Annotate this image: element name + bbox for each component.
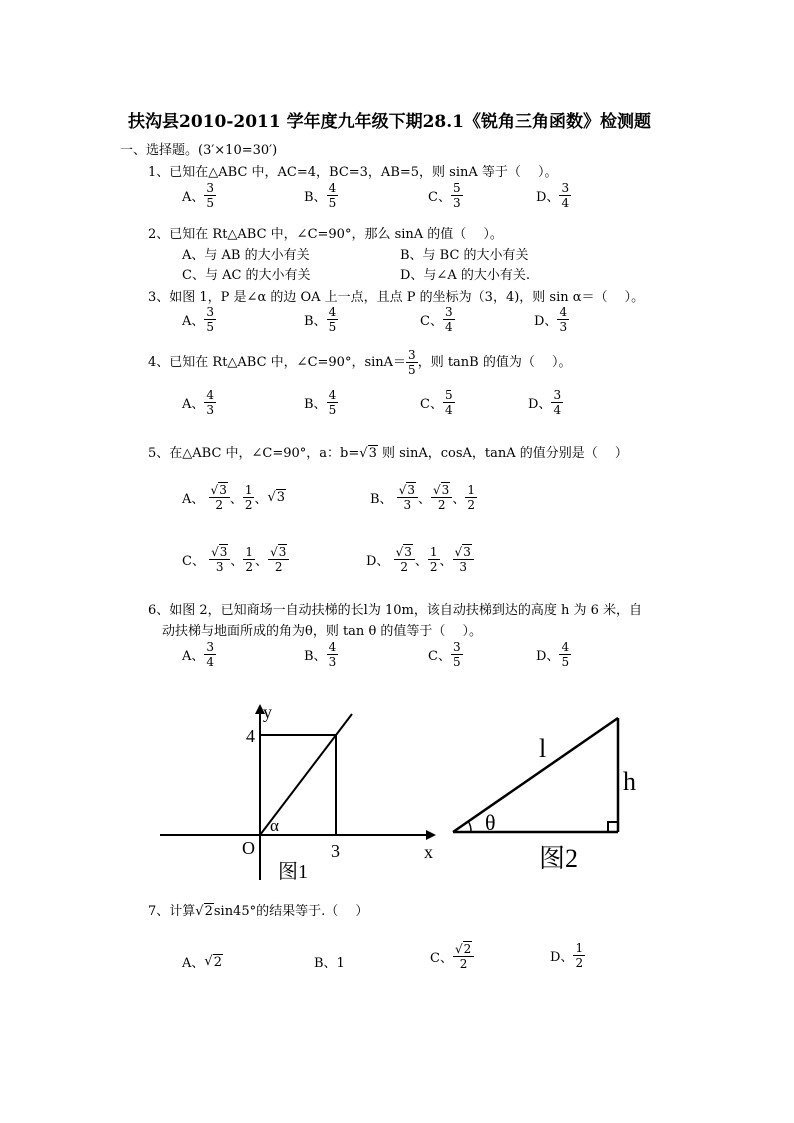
q1-option-a[interactable]: A、 $\frac{3}{5}$ bbox=[182, 181, 215, 210]
fig2-caption: 图2 bbox=[539, 844, 579, 873]
q1-option-b[interactable]: B、 $\frac{4}{5}$ bbox=[304, 181, 337, 210]
question-5: 5、在△ABC 中，∠C=90°，a：b=√3 则 sinA，cosA，tanA 的值分别是（ ） bbox=[148, 446, 628, 461]
q6-option-b[interactable]: B、 $\frac{4}{3}$ bbox=[304, 640, 337, 669]
fig2-h-label: h bbox=[623, 767, 636, 796]
q5-option-d[interactable]: D、 $\frac{√3}{2}$ 、 $\frac{1}{2}$ 、 $\frac{√3}{3}$ bbox=[366, 544, 474, 574]
question-6-line-1: 6、如图 2，已知商场一自动扶梯的长l为 10m，该自动扶梯到达的高度 h 为 6 米，自 bbox=[148, 603, 643, 618]
fig1-x-label: x bbox=[424, 842, 433, 862]
figure-1-coordinate-diagram bbox=[150, 700, 450, 890]
q5-option-c[interactable]: C、 $\frac{√3}{3}$ 、 $\frac{1}{2}$ 、 $\frac{√3}{2}$ bbox=[182, 544, 289, 574]
fig2-theta-label: θ bbox=[485, 810, 496, 835]
q5-option-a[interactable]: A、 $\frac{√3}{2}$ 、 $\frac{1}{2}$ 、√3 bbox=[182, 482, 286, 512]
fig1-caption: 图1 bbox=[278, 861, 308, 883]
q3-option-a[interactable]: A、 $\frac{3}{5}$ bbox=[182, 305, 215, 334]
question-7: 7、计算√2sin45°的结果等于.（ ） bbox=[148, 904, 369, 919]
q4-option-b[interactable]: B、 $\frac{4}{5}$ bbox=[304, 388, 337, 417]
fig2-l-label: l bbox=[539, 734, 547, 763]
q7-option-c[interactable]: C、 $\frac{√2}{2}$ bbox=[430, 941, 474, 971]
q6-option-c[interactable]: C、 $\frac{3}{5}$ bbox=[428, 640, 461, 669]
question-1: 1、已知在△ABC 中，AC=4，BC=3，AB=5，则 sinA 等于（ ）。 bbox=[148, 165, 558, 180]
question-6-line-2: 动扶梯与地面所成的角为θ，则 tan θ 的值等于（ ）。 bbox=[162, 624, 483, 639]
q5-option-b[interactable]: B、 $\frac{√3}{3}$ 、 $\frac{√3}{2}$ 、 $\frac{1}{2}$ bbox=[370, 482, 475, 512]
fig1-tick-3: 3 bbox=[331, 841, 340, 861]
q3-option-c[interactable]: C、 $\frac{3}{4}$ bbox=[420, 305, 453, 334]
fig1-alpha-label: α bbox=[270, 816, 279, 835]
q7-option-b[interactable]: B、1 bbox=[314, 956, 345, 971]
page-title: 扶沟县2010-2011 学年度九年级下期28.1《锐角三角函数》检测题 bbox=[128, 112, 652, 132]
q3-option-b[interactable]: B、 $\frac{4}{5}$ bbox=[304, 305, 337, 334]
q4-option-d[interactable]: D、 $\frac{3}{4}$ bbox=[528, 388, 562, 417]
q7-option-d[interactable]: D、 $\frac{1}{2}$ bbox=[550, 941, 584, 970]
q3-option-d[interactable]: D、 $\frac{4}{3}$ bbox=[534, 305, 568, 334]
q4-option-c[interactable]: C、 $\frac{5}{4}$ bbox=[420, 388, 453, 417]
q6-option-a[interactable]: A、 $\frac{3}{4}$ bbox=[182, 640, 215, 669]
q2-option-b[interactable]: B、与 BC 的大小有关 bbox=[400, 248, 529, 263]
question-3: 3、如图 1，P 是∠α 的边 OA 上一点，且点 P 的坐标为（3，4)，则 sin α＝（ ）。 bbox=[148, 290, 645, 305]
q6-option-d[interactable]: D、 $\frac{4}{5}$ bbox=[536, 640, 570, 669]
q2-option-c[interactable]: C、与 AC 的大小有关 bbox=[182, 268, 311, 283]
fig1-y-label: y bbox=[263, 702, 272, 722]
fig1-tick-4: 4 bbox=[246, 726, 255, 746]
q7-option-a[interactable]: A、√2 bbox=[182, 954, 222, 971]
figure-2-escalator-diagram bbox=[445, 700, 645, 880]
q2-option-a[interactable]: A、与 AB 的大小有关 bbox=[182, 248, 310, 263]
q1-option-d[interactable]: D、 $\frac{3}{4}$ bbox=[536, 181, 570, 210]
question-2: 2、已知在 Rt△ABC 中，∠C=90°，那么 sinA 的值（ ）。 bbox=[148, 227, 503, 242]
q1-option-c[interactable]: C、 $\frac{5}{3}$ bbox=[428, 181, 461, 210]
section-heading: 一、选择题。(3′×10=30′) bbox=[120, 143, 278, 158]
question-4: 4、已知在 Rt△ABC 中，∠C=90°，sinA＝ $\frac{3}{5}$ ，则 tanB 的值为（ ）。 bbox=[148, 348, 572, 377]
q2-option-d[interactable]: D、与∠A 的大小有关. bbox=[400, 268, 530, 283]
q4-option-a[interactable]: A、 $\frac{4}{3}$ bbox=[182, 388, 215, 417]
fig1-origin-label: O bbox=[242, 838, 255, 858]
